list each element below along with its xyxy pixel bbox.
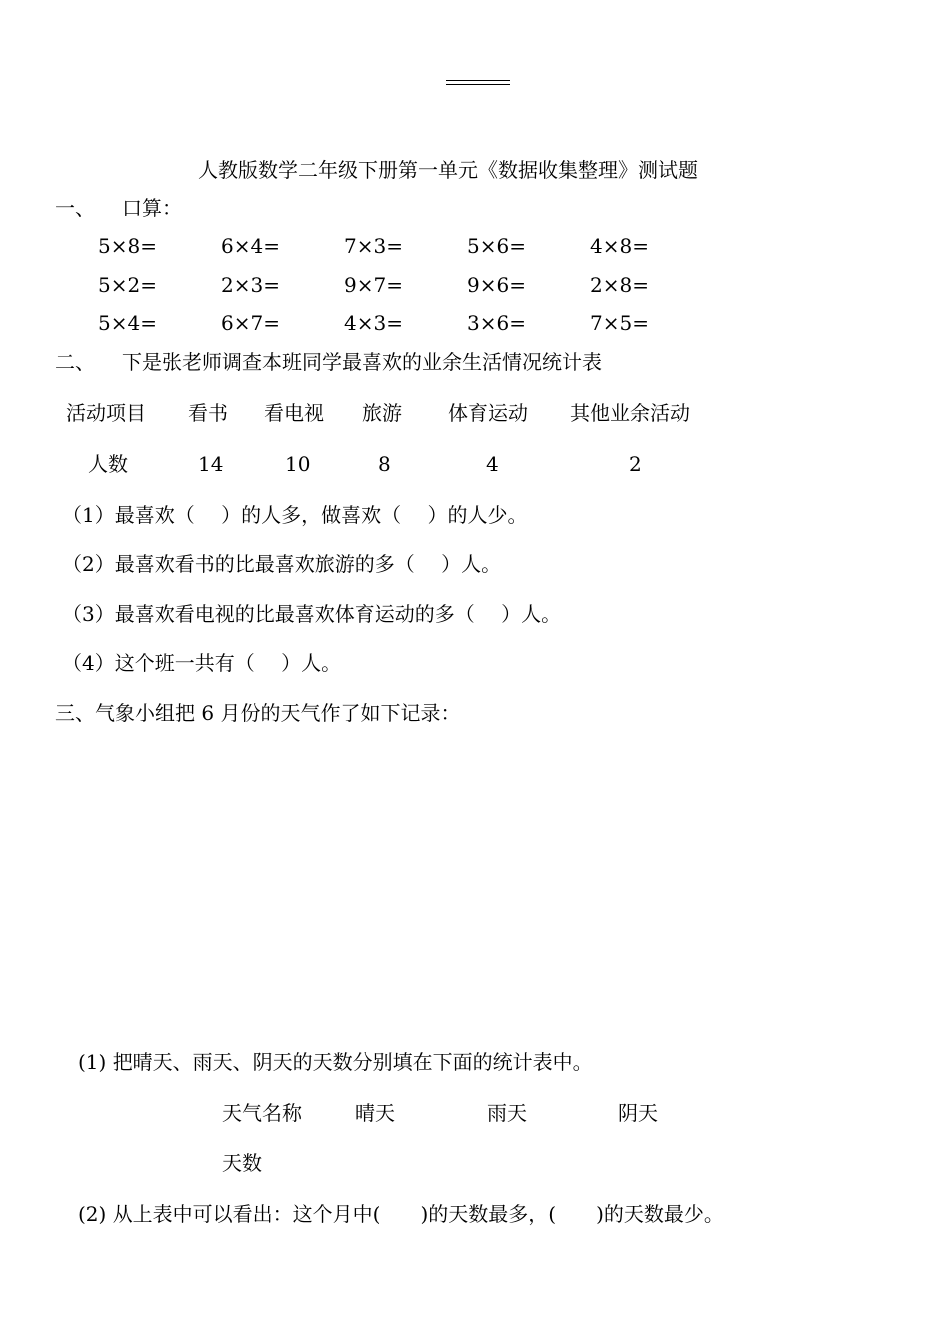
weather-row-label: 天数: [222, 1151, 262, 1175]
weather-header-cell: 天气名称: [222, 1101, 302, 1125]
activity-header-cell: 旅游: [362, 401, 402, 425]
activity-header-cell: 看电视: [264, 401, 324, 425]
calc-item: 4×3=: [344, 311, 403, 335]
calc-item: 4×8=: [590, 234, 649, 258]
weather-header-cell: 雨天: [487, 1101, 527, 1125]
question-3-2: (2) 从上表中可以看出：这个月中( )的天数最多，( )的天数最少。: [78, 1202, 724, 1226]
question-3-1: (1) 把晴天、雨天、阴天的天数分别填在下面的统计表中。: [78, 1050, 593, 1074]
section3-heading: 三、气象小组把 6 月份的天气作了如下记录：: [55, 701, 461, 725]
activity-value-cell: 14: [198, 452, 224, 476]
question-2-1: （1）最喜欢（ ）的人多，做喜欢（ ）的人少。: [62, 503, 528, 527]
activity-value-cell: 8: [378, 452, 391, 476]
section2-label: 二、: [55, 350, 95, 374]
question-2-3: （3）最喜欢看电视的比最喜欢体育运动的多（ ）人。: [62, 602, 562, 626]
calc-item: 5×2=: [98, 273, 157, 297]
calc-item: 6×7=: [221, 311, 280, 335]
activity-value-cell: 4: [486, 452, 499, 476]
activity-header-cell: 看书: [188, 401, 228, 425]
calc-item: 2×8=: [590, 273, 649, 297]
activity-header-cell: 其他业余活动: [570, 401, 690, 425]
question-2-4: （4）这个班一共有（ ）人。: [62, 651, 342, 675]
calc-item: 5×4=: [98, 311, 157, 335]
section1-label: 一、: [55, 196, 95, 220]
header-rule-top: [446, 80, 510, 81]
activity-header-cell: 活动项目: [66, 401, 146, 425]
calc-item: 5×8=: [98, 234, 157, 258]
calc-item: 9×7=: [344, 273, 403, 297]
calc-item: 6×4=: [221, 234, 280, 258]
section2-heading: 下是张老师调查本班同学最喜欢的业余生活情况统计表: [122, 350, 602, 374]
weather-header-cell: 晴天: [355, 1101, 395, 1125]
weather-header-cell: 阴天: [618, 1101, 658, 1125]
calc-item: 9×6=: [467, 273, 526, 297]
calc-item: 5×6=: [467, 234, 526, 258]
section1-heading: 口算：: [122, 196, 182, 220]
activity-value-cell: 10: [285, 452, 311, 476]
activity-value-cell: 人数: [88, 452, 128, 476]
activity-value-cell: 2: [629, 452, 642, 476]
header-rule-bottom: [446, 84, 510, 85]
activity-header-cell: 体育运动: [448, 401, 528, 425]
calc-item: 3×6=: [467, 311, 526, 335]
question-2-2: （2）最喜欢看书的比最喜欢旅游的多（ ）人。: [62, 552, 502, 576]
calc-item: 2×3=: [221, 273, 280, 297]
page-title: 人教版数学二年级下册第一单元《数据收集整理》测试题: [198, 158, 698, 182]
calc-item: 7×3=: [344, 234, 403, 258]
calc-item: 7×5=: [590, 311, 649, 335]
